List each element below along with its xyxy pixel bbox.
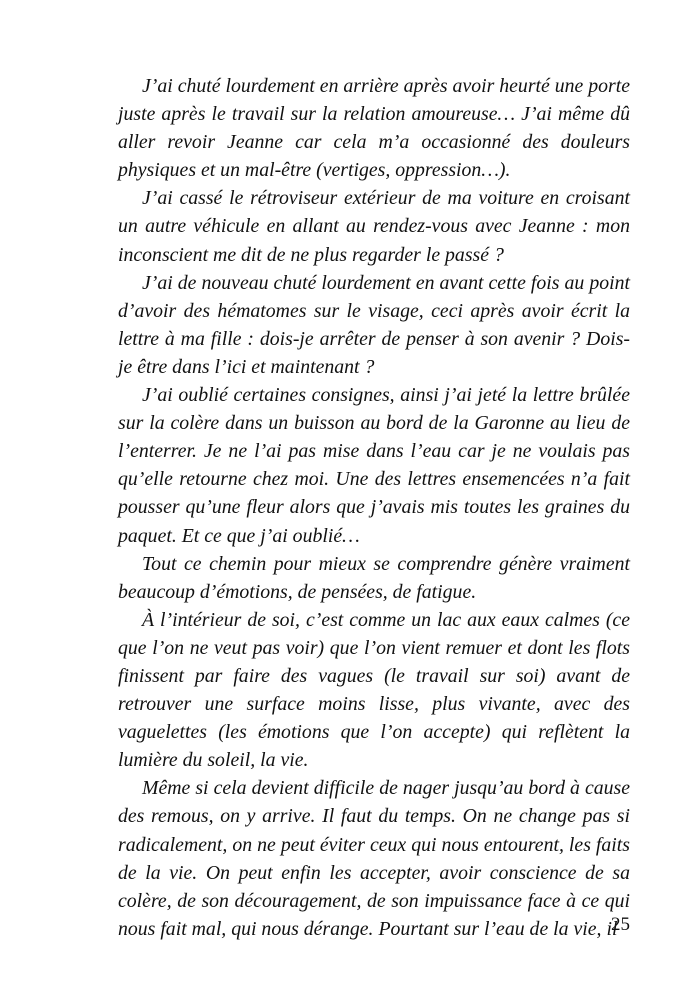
paragraph-rearview-mirror: J’ai cassé le rétroviseur extérieur de ma voiture en croisant un autre véhicule en allant au rendez-vous avec Jeanne : mon inconscient me dit de ne plus regarder le passé ? bbox=[118, 187, 630, 266]
body-text bbox=[118, 72, 630, 943]
paragraph-lake-metaphor: À l’intérieur de soi, c’est comme un lac aux eaux calmes (ce que l’on ne veut pas voir) que l’on vient remuer et dont les flots finissent par faire des vagues (le travail sur soi) avant de retrouver une surface moins lisse, plus vivante, avec des vaguelettes (les émotions que l’on accepte) qui reflètent la lumière du soleil, la vie. bbox=[118, 608, 630, 772]
paragraph-forgotten-instructions: J’ai oublié certaines consignes, ainsi j’ai jeté la lettre brûlée sur la colère dans un buisson au bord de la Garonne au lieu de l’enterrer. Je ne l’ai pas mise dans l’eau car je ne voulais pas qu’elle retourne chez moi. Une des lettres ensemencées n’a fait pousser qu’une fleur alors que j’avais mis toutes les graines du paquet. Et ce que j’ai oublié… bbox=[118, 384, 630, 547]
paragraph-fall-forward: J’ai de nouveau chuté lourdement en avant cette fois au point d’avoir des hématomes sur le visage, ceci après avoir écrit la lettre à ma fille : dois-je arrêter de penser à son avenir ? Dois-je être dans l’ici et maintenant ? bbox=[118, 271, 630, 378]
paragraph-swimming: Même si cela devient difficile de nager jusqu’au bord à cause des remous, on y arrive. Il faut du temps. On ne change pas si radicalement, on ne peut éviter ceux qui nous entourent, les faits de la vie. On peut enfin les accepter, avoir conscience de sa colère, de son découragement, de son impuissance face à ce qui nous fait mal, qui nous dérange. Pourtant sur l’eau de la vie, il bbox=[118, 777, 630, 940]
page-number: 25 bbox=[611, 914, 630, 935]
paragraph-emotions: Tout ce chemin pour mieux se comprendre génère vraiment beaucoup d’émotions, de pensées, de fatigue. bbox=[118, 552, 630, 603]
paragraph-fall-backward: J’ai chuté lourdement en arrière après avoir heurté une porte juste après le travail sur la relation amoureuse… J’ai même dû aller revoir Jeanne car cela m’a occasionné des douleurs physiques et un mal-être (vertiges, oppression…). bbox=[118, 75, 631, 182]
